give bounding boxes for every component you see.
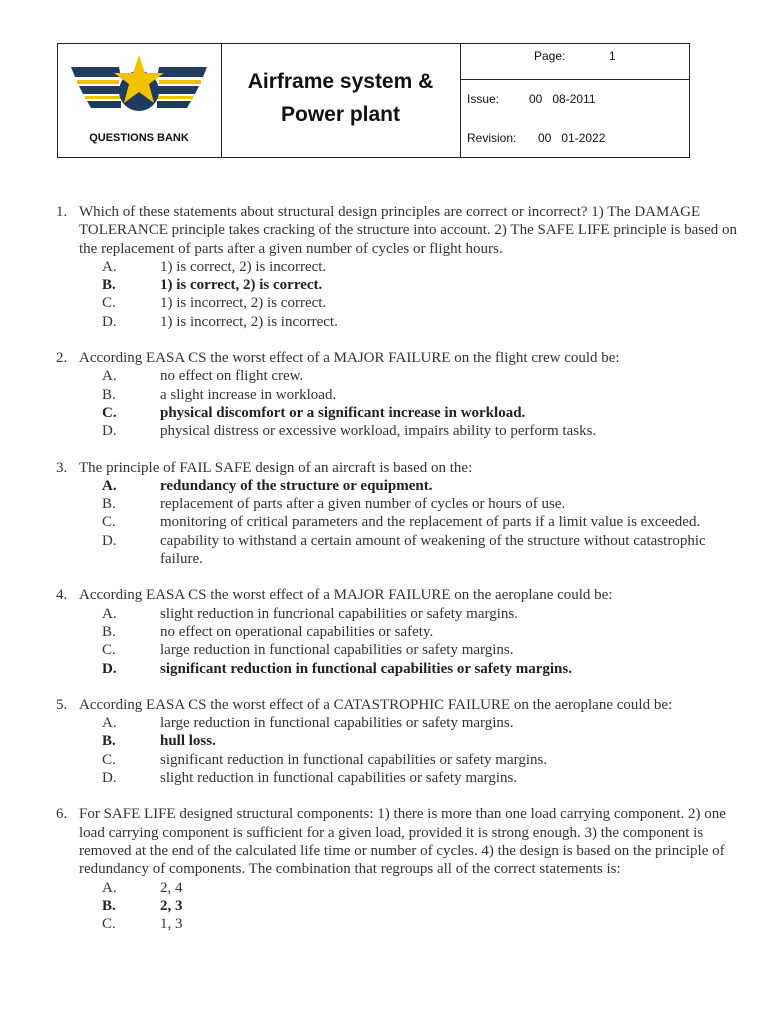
answer-option-correct xyxy=(0,404,768,422)
question-number: 5. xyxy=(56,696,68,713)
answer-option-correct xyxy=(0,276,768,294)
option-letter: D. xyxy=(102,313,117,330)
document-header xyxy=(57,43,690,158)
option-text: significant reduction in functional capabilities or safety margins. xyxy=(160,751,548,768)
page-value: 1 xyxy=(609,49,616,63)
question-item xyxy=(0,696,768,787)
option-text: slight reduction in functional capabilities or safety margins. xyxy=(160,770,518,787)
question-item xyxy=(0,203,768,331)
section-label: QUESTIONS BANK xyxy=(89,132,189,144)
option-letter: C. xyxy=(102,916,116,933)
question-text: According EASA CS the worst effect of a MAJOR FAILURE on the flight crew could be: xyxy=(79,350,620,367)
question-number: 3. xyxy=(56,459,68,476)
question-text: The principle of FAIL SAFE design of an aircraft is based on the: xyxy=(79,459,473,476)
issue-label: Issue: xyxy=(467,92,500,106)
header-border-bottom xyxy=(57,157,690,158)
title-line: Power plant xyxy=(280,103,401,126)
answer-option xyxy=(0,513,768,531)
option-text: physical distress or excessive workload, impairs ability to perform tasks. xyxy=(160,423,597,440)
header-divider xyxy=(460,43,461,158)
answer-option xyxy=(0,915,768,933)
revision-label: Revision: xyxy=(467,131,517,145)
option-letter: A. xyxy=(102,879,117,896)
option-text: 2, 3 xyxy=(160,897,183,914)
question-item xyxy=(0,459,768,569)
question-text: According EASA CS the worst effect of a MAJOR FAILURE on the aeroplane could be: xyxy=(79,587,613,604)
answer-option xyxy=(0,495,768,513)
question-text: Which of these statements about structural design principles are correct or incorrect? 1) The DAMAGE TOLERANCE principle takes cracking of the structure into account. 2) The SAFE LIFE principle is based on the replacement of parts after a given number of cycles or flight hours. xyxy=(79,204,738,257)
option-text: 1) is correct, 2) is correct. xyxy=(160,277,323,294)
option-letter: B. xyxy=(102,897,116,914)
option-letter: B. xyxy=(102,386,116,403)
answer-option xyxy=(0,714,768,732)
title-line: Airframe system & xyxy=(247,70,434,93)
option-letter: B. xyxy=(102,623,116,640)
answer-option xyxy=(0,386,768,404)
option-letter: C. xyxy=(102,751,116,768)
answer-option xyxy=(0,532,768,569)
question-number: 4. xyxy=(56,587,68,604)
question-item xyxy=(0,805,768,933)
option-text: significant reduction in functional capabilities or safety margins. xyxy=(160,660,572,677)
option-letter: D. xyxy=(102,423,117,440)
issue-value: 00 08-2011 xyxy=(529,92,596,106)
question-number: 1. xyxy=(56,204,68,220)
answer-option xyxy=(0,294,768,312)
option-letter: D. xyxy=(102,770,117,787)
answer-option-correct xyxy=(0,897,768,915)
option-letter: A. xyxy=(102,715,117,732)
document-title xyxy=(221,65,460,131)
revision-value: 00 01-2022 xyxy=(538,131,606,145)
option-text: 1, 3 xyxy=(160,916,183,933)
question-text: For SAFE LIFE designed structural components: 1) there is more than one load carrying component. 2) one load carrying component is sufficient for a given load, provided it is strong enough. 3) the component is removed at the end of the calculated life time or number of cycles. 4) the design is based on the principle of redundancy of components. The combination that regroups all of the correct statements is: xyxy=(79,806,726,878)
option-text: replacement of parts after a given number of cycles or hours of use. xyxy=(160,496,566,513)
option-text: no effect on operational capabilities or safety. xyxy=(160,623,434,640)
question-number: 6. xyxy=(56,806,68,823)
option-letter: C. xyxy=(102,642,116,659)
option-letter: C. xyxy=(102,514,116,531)
option-letter: D. xyxy=(102,532,117,549)
question-list xyxy=(0,203,768,933)
option-letter: A. xyxy=(102,477,117,494)
answer-option-correct xyxy=(0,660,768,678)
option-text: monitoring of critical parameters and the replacement of parts if a limit value is exceeded. xyxy=(160,514,701,531)
option-text: no effect on flight crew. xyxy=(160,368,304,385)
question-item xyxy=(0,586,768,677)
option-text: 1) is incorrect, 2) is correct. xyxy=(160,295,327,312)
option-letter: A. xyxy=(102,605,117,622)
answer-option xyxy=(0,422,768,440)
question-number: 2. xyxy=(56,350,68,367)
header-divider xyxy=(460,79,690,80)
winged-star-emblem-icon xyxy=(71,53,207,125)
answer-option-correct xyxy=(0,732,768,750)
option-text: physical discomfort or a significant increase in workload. xyxy=(160,404,526,421)
answer-option xyxy=(0,367,768,385)
option-letter: A. xyxy=(102,258,117,275)
option-text: large reduction in functional capabilities or safety margins. xyxy=(160,715,514,732)
option-text: large reduction in functional capabilities or safety margins. xyxy=(160,642,514,659)
option-text: capability to withstand a certain amount of weakening of the structure without catastrophic failure. xyxy=(160,532,706,568)
option-text: redundancy of the structure or equipment. xyxy=(160,477,433,494)
option-letter: A. xyxy=(102,368,117,385)
option-text: 2, 4 xyxy=(160,879,183,896)
option-letter: C. xyxy=(102,295,116,312)
option-text: a slight increase in workload. xyxy=(160,386,337,403)
option-letter: D. xyxy=(102,660,117,677)
option-letter: B. xyxy=(102,733,116,750)
option-text: hull loss. xyxy=(160,733,216,750)
header-border-top xyxy=(57,43,690,44)
answer-option xyxy=(0,313,768,331)
answer-option xyxy=(0,751,768,769)
answer-option xyxy=(0,605,768,623)
answer-option xyxy=(0,879,768,897)
answer-option xyxy=(0,769,768,787)
option-text: 1) is correct, 2) is incorrect. xyxy=(160,258,327,275)
answer-option-correct xyxy=(0,477,768,495)
answer-option xyxy=(0,623,768,641)
option-letter: C. xyxy=(102,404,117,421)
option-text: 1) is incorrect, 2) is incorrect. xyxy=(160,313,338,330)
answer-option xyxy=(0,258,768,276)
option-text: slight reduction in funcrional capabilities or safety margins. xyxy=(160,605,518,622)
question-text: According EASA CS the worst effect of a CATASTROPHIC FAILURE on the aeroplane could be: xyxy=(79,696,673,713)
option-letter: B. xyxy=(102,277,116,294)
page-label: Page: xyxy=(534,49,566,63)
answer-option xyxy=(0,641,768,659)
header-border-right xyxy=(689,43,690,158)
question-item xyxy=(0,349,768,440)
option-letter: B. xyxy=(102,496,116,513)
